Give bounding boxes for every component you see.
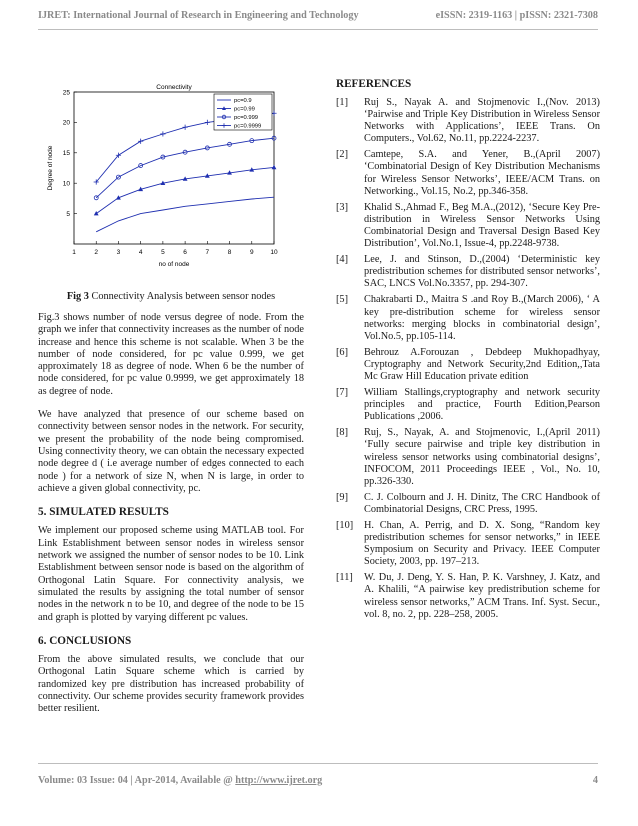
reference-number: [7] — [336, 387, 349, 399]
paragraph-simulated-results: We implement our proposed scheme using MATLAB tool. For Link Establishment between sensor nodes in wireless sensor network we assigned the number of sensor nodes to be 10. Link Establishment between sensor node is based on the algorithm of Orthogonal Latin Square. For connectivity analysis, we simulated the results by assigning the total number of sensor nodes in the network n to be 10, and degree of the node to be 15 and graph is plotted by varying different pc values. — [38, 525, 304, 623]
reference-text: Chakrabarti D., Maitra S .and Roy B.,(March 2006), ‘ A key pre-distribution scheme for wireless sensor networks: merging blocks in combinatorial design’, Vol.No.5, pp.105-114. — [364, 294, 600, 342]
section-title-conclusions: 6. CONCLUSIONS — [38, 634, 132, 647]
issn: eISSN: 2319-1163 | pISSN: 2321-7308 — [435, 10, 598, 21]
paragraph-conclusions: From the above simulated results, we conclude that our Orthogonal Latin Square scheme which is carried by randomized key pre distribution has increased probability of connectivity. Our scheme provides security framework provides better resilient. — [38, 654, 304, 715]
x-tick-label: 1 — [72, 249, 76, 256]
reference-item — [336, 202, 600, 250]
references-list — [336, 97, 600, 625]
references-title: REFERENCES — [336, 78, 412, 90]
data-point — [272, 165, 277, 169]
x-tick-label: 5 — [161, 249, 165, 256]
data-point — [160, 131, 165, 136]
series-line — [96, 197, 274, 232]
reference-item — [336, 149, 600, 197]
left-column — [38, 312, 304, 727]
y-tick-label: 25 — [62, 89, 70, 97]
reference-number: [9] — [336, 491, 349, 503]
y-axis-label: Degree of node — [47, 145, 54, 191]
reference-number: [4] — [336, 254, 349, 266]
x-tick-label: 8 — [227, 249, 232, 256]
reference-number: [11] — [336, 572, 353, 584]
x-tick-label: 9 — [249, 249, 254, 256]
footer-volume: Volume: 03 Issue: 04 | Apr-2014, Available @ — [38, 775, 236, 786]
y-tick-label: 15 — [62, 150, 70, 158]
x-tick-label: 4 — [138, 249, 143, 256]
data-point — [205, 120, 210, 125]
reference-item — [336, 97, 600, 145]
reference-text: Ruj, S., Nayak, A. and Stojmenovic, I.,(April 2011) ‘Fully secure pairwise and triple key distribution in wireless sensor networks using combinatorial designs’, INFOCOM, 2011 Proceedings IEEE , Vol., No. 10, pp.326-330. — [364, 427, 600, 487]
paragraph-connectivity: We have analyzed that presence of our scheme based on connectivity between sensor nodes in the network. For security, we present the probability of the node being compromised. Using connectivity theory, we can obtain the necessary expected node degree d ( i.e average number of edges connected to each node ) for a network of size N, when N is large, in order to achieve a given global connectivity, pc. — [38, 409, 304, 494]
legend-label: pc=0.9 — [234, 98, 252, 105]
reference-text: William Stallings,cryptography and network security principles and practice, Fourth Edition,Pearson Publications ,2006. — [364, 387, 600, 423]
data-point — [183, 125, 188, 130]
reference-text: H. Chan, A. Perrig, and D. X. Song, “Random key predistribution schemes for sensor networks,” in IEEE Symposium on Security and Privacy. IEEE Computer Society, 2003, pp. 197–213. — [364, 520, 600, 568]
reference-item — [336, 387, 600, 423]
y-tick-label: 5 — [66, 210, 70, 218]
reference-number: [5] — [336, 294, 349, 306]
y-tick-label: 10 — [62, 180, 70, 188]
reference-item — [336, 572, 600, 620]
legend-label: pc=0.9999 — [234, 123, 262, 130]
reference-text: Khalid S.,Ahmad F., Beg M.A.,(2012), ‘Secure Key Pre-distribution in Wireless Sensor Networks Using Combinatorial Design and Traversal Design Based Key Distribution’, Vol.No.1, Issue-4, pp.2248-9738. — [364, 201, 600, 250]
caption-label: Fig 3 — [66, 291, 89, 302]
reference-item — [336, 520, 600, 568]
data-point — [94, 211, 99, 215]
figure-caption — [38, 291, 304, 302]
x-tick-label: 2 — [94, 249, 99, 256]
reference-text: Ruj S., Nayak A. and Stojmenovic I.,(Nov. 2013) ‘Pairwise and Triple Key Distribution in Wireless Sensor Networks with Applications’, IEEE Trans. On Computers., Vol.62, No.11, pp.2224-2237. — [364, 97, 600, 145]
reference-text: Camtepe, S.A. and Yener, B.,(April 2007) ‘Combinatorial Design of Key Distribution Mechanisms for Wireless Sensor Networks’, IEEE/ACM Trans. on Networking., Vol.15, No.2, pp.346-358. — [364, 149, 600, 197]
reference-item — [336, 294, 600, 342]
reference-item — [336, 427, 600, 487]
legend-label: pc=0.999 — [234, 115, 259, 122]
connectivity-chart — [38, 80, 304, 270]
connectivity-figure — [38, 80, 304, 270]
x-tick-label: 3 — [116, 249, 121, 256]
journal-title: IJRET: International Journal of Research in Engineering and Technology — [38, 10, 359, 21]
x-tick-label: 10 — [270, 249, 278, 256]
header-rule — [38, 29, 598, 30]
reference-item — [336, 347, 600, 383]
reference-number: [8] — [336, 427, 349, 439]
reference-number: [6] — [336, 346, 349, 358]
reference-number: [3] — [336, 201, 349, 213]
reference-number: [10] — [336, 520, 354, 531]
y-tick-label: 20 — [62, 119, 70, 127]
x-tick-label: 7 — [205, 249, 210, 256]
reference-text: Behrouz A.Forouzan , Debdeep Mukhopadhyay, Cryptography and Network Security,2nd Edition,,Tata Mc Graw Hill Education private edition — [364, 346, 600, 382]
x-axis-label: no of node — [158, 261, 190, 268]
chart-title: Connectivity — [156, 84, 192, 91]
reference-number: [1] — [336, 97, 349, 108]
reference-text: Lee, J. and Stinson, D.,(2004) ‘Deterministic key predistribution schemes for distributed sensor networks’, SAC, LNCS Vol.No.3357, pp. 294-307. — [364, 254, 600, 290]
reference-number: [2] — [336, 149, 349, 161]
reference-text: C. J. Colbourn and J. H. Dinitz, The CRC Handbook of Combinatorial Designs, CRC Press, 1995. — [364, 491, 600, 515]
page-number: 4 — [592, 775, 598, 786]
series-line — [96, 138, 274, 198]
legend-label: pc=0.99 — [234, 106, 255, 113]
footer-rule — [38, 763, 598, 764]
journal-link[interactable]: http://www.ijret.org — [235, 775, 323, 786]
caption-text: Connectivity Analysis between sensor nodes — [88, 291, 276, 302]
data-point — [138, 139, 143, 144]
paragraph-fig-analysis: Fig.3 shows number of node versus degree of node. From the graph we infer that connectivity increases as the number of node increase and hence this scheme is not scalable. When 3 be the number of node considered, for pc value 0.999, we get approximately 18 as degree of node. When 6 be the number of node considered, for pc value 0.9999, we get approximately 18 as degree of node. — [38, 312, 304, 397]
section-title-simulated-results: 5. SIMULATED RESULTS — [38, 506, 169, 519]
reference-item — [336, 492, 600, 516]
reference-text: W. Du, J. Deng, Y. S. Han, P. K. Varshney, J. Katz, and A. Khalili, “A pairwise key predistribution scheme for wireless sensor networks,” ACM Trans. Inf. Syst. Secur., vol. 8, no. 2, pp. 228–258, 2005. — [364, 572, 600, 620]
x-tick-label: 6 — [183, 249, 187, 256]
reference-item — [336, 254, 600, 290]
